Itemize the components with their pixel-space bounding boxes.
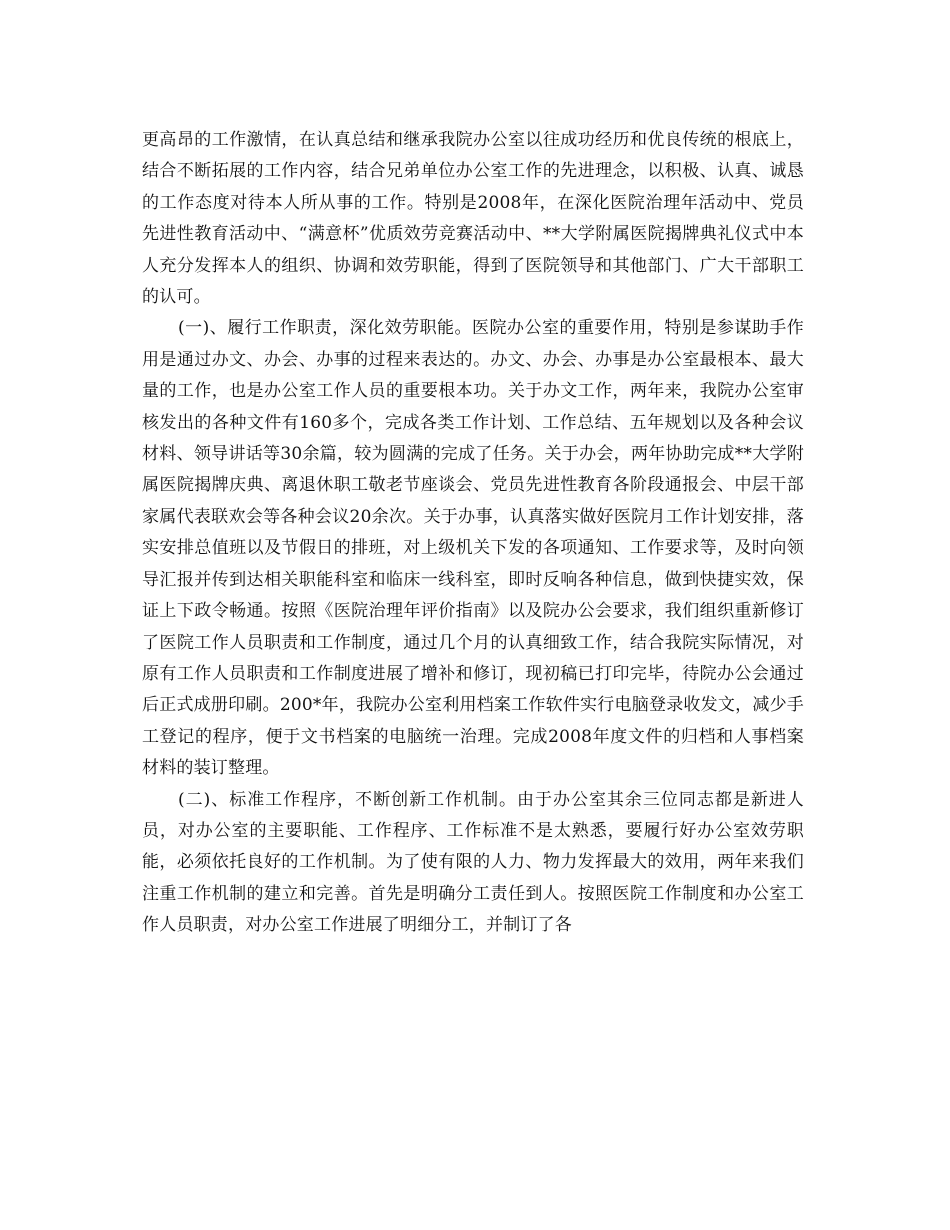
paragraph-section-two: (二)、标准工作程序，不断创新工作机制。由于办公室其余三位同志都是新进人员，对办公室的主要职能、工作程序、工作标准不是太熟悉，要履行好办公室效劳职能，必须依托良好的工作机制。为了使有限的人力、物力发挥最大的效用，两年来我们注重工作机制的建立和完善。首先是明确分工责任到人。按照医院工作制度和办公室工作人员职责，对办公室工作进展了明细分工，并制订了各 — [142, 789, 804, 936]
paragraph-section-one: (一)、履行工作职责，深化效劳职能。医院办公室的重要作用，特别是参谋助手作用是通过办文、办会、办事的过程来表达的。办文、办会、办事是办公室最根本、最大量的工作，也是办公室工作人员的重要根本功。关于办文工作，两年来，我院办公室审核发出的各种文件有160多个，完成各类工作计划、工作总结、五年规划以及各种会议材料、领导讲话等30余篇，较为圆满的完成了任务。关于办会，两年协助完成**大学附属医院揭牌庆典、离退休职工敬老节座谈会、党员先进性教育各阶段通报会、中层干部家属代表联欢会等各种会议20余次。关于办事，认真落实做好医院月工作计划安排，落实安排总值班以及节假日的排班，对上级机关下发的各项通知、工作要求等，及时向领导汇报并传到达相关职能科室和临床一线科室，即时反响各种信息，做到快捷实效，保证上下政令畅通。按照《医院治理年评价指南》以及院办公会要求，我们组织重新修订了医院工作人员职责和工作制度，通过几个月的认真细致工作，结合我院实际情况，对原有工作人员职责和工作制度进展了增补和修订，现初稿已打印完毕，待院办公会通过后正式成册印刷。200*年，我院办公室利用档案工作软件实行电脑登录收发文，减少手工登记的程序，便于文书档案的电脑统一治理。完成2008年度文件的归档和人事档案材料的装订整理。 — [142, 318, 804, 779]
paragraph-continuation: 更高昂的工作激情，在认真总结和继承我院办公室以往成功经历和优良传统的根底上，结合不断拓展的工作内容，结合兄弟单位办公室工作的先进理念，以积极、认真、诚恳的工作态度对待本人所从事的工作。特别是2008年，在深化医院治理年活动中、党员先进性教育活动中、“满意杯”优质效劳竞赛活动中、**大学附属医院揭牌典礼仪式中本人充分发挥本人的组织、协调和效劳职能，得到了医院领导和其他部门、广大干部职工的认可。 — [142, 130, 804, 308]
document-body — [142, 125, 804, 942]
